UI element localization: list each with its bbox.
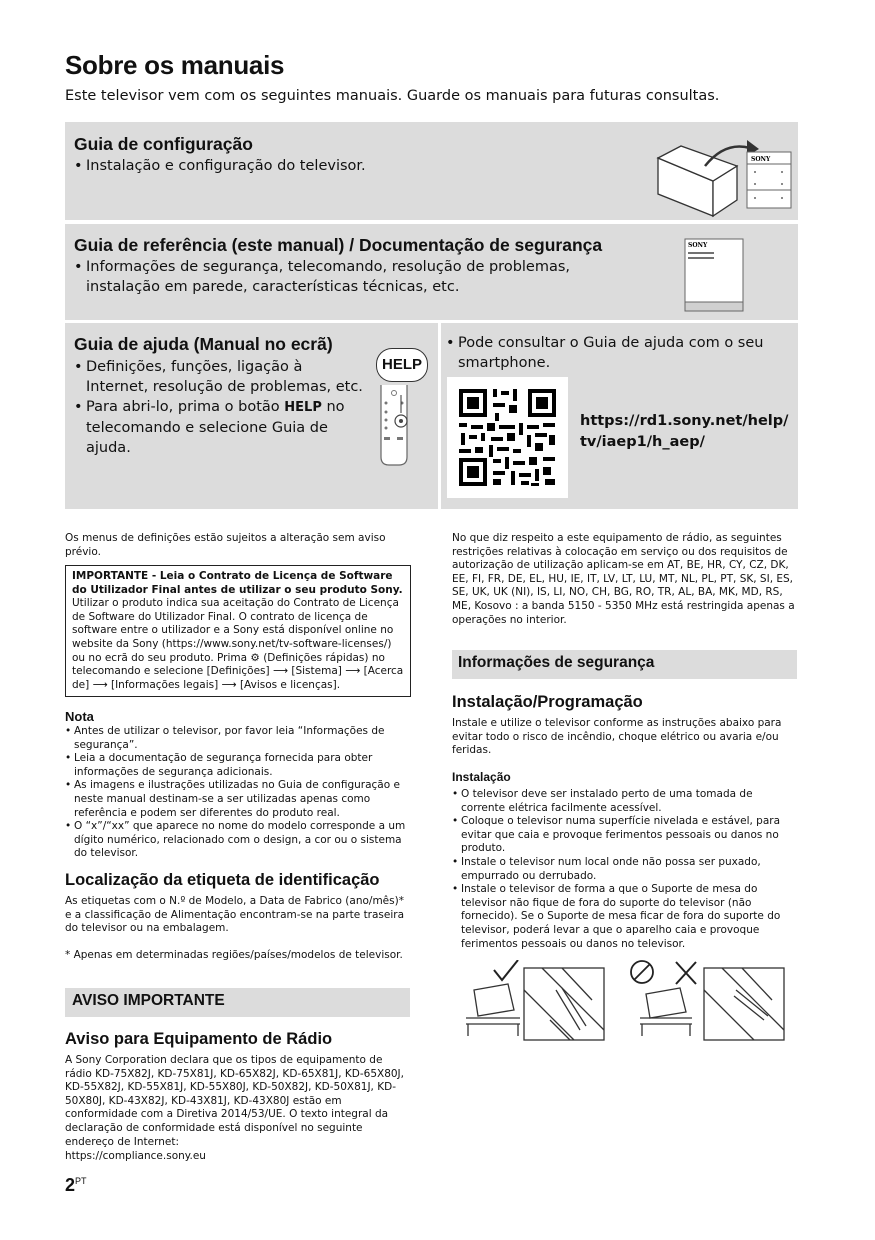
- nota-item: • O “x”/“xx” que aparece no nome do modelo corresponde a um dígito numérico, relacionado com o design, a cor ou o sistema do televisor.: [65, 820, 410, 861]
- safety-info-bar: Informações de segurança: [452, 650, 797, 679]
- compliance-url[interactable]: https://compliance.sony.eu: [65, 1150, 206, 1162]
- radio-restrictions-text: No que diz respeito a este equipamento de rádio, as seguintes restrições relativas à colocação em serviço ou dos requisitos de autorização de utilização aplicam-se em AT, BE, HR, CY, CZ, DK, EE, FI, FR, DE, EL, HU, IE, IT, LV, LT, LU, MT, NL, PL, PT, SK, SI, ES, SE, UK, UK (NI), IS, LI, NO, CH, BG, RO, TR, AL, BA, MK, MD, RS, ME, Kosovo : a banda 5150 - 5350 MHz está restringida apenas a operações no interior.: [452, 532, 795, 626]
- install-list: [452, 788, 799, 951]
- label-location-footnote: * Apenas em determinadas regiões/países/modelos de televisor.: [65, 949, 403, 961]
- install-subheading: Instalação: [452, 770, 511, 784]
- aviso-importante-bar: AVISO IMPORTANTE: [65, 988, 410, 1017]
- help-smartphone-box: [441, 323, 798, 509]
- quick-settings-icon: ⚙: [250, 651, 260, 664]
- nota-item: • As imagens e ilustrações utilizadas no Guia de configuração e neste manual destinam-se a ser utilizadas apenas como referência e podem ser diferentes do produto real.: [65, 779, 410, 820]
- help-guide-url[interactable]: https://rd1.sony.net/help/tv/iaep1/h_aep/: [580, 413, 789, 450]
- setup-guide-bullet: • Instalação e configuração do televisor.: [74, 156, 594, 176]
- arrow-icon: ⟶: [92, 678, 108, 691]
- page-number: $2^{PT}$: [65, 1175, 87, 1195]
- radio-equipment-title: Aviso para Equipamento de Rádio: [65, 1030, 333, 1048]
- install-item: • Coloque o televisor numa superfície nivelada e estável, para evitar que caia e provoque ferimentos pessoais ou danos no produto.: [452, 815, 799, 856]
- help-guide-title: Guia de ajuda (Manual no ecrã): [74, 334, 333, 354]
- label-location-title: Localização da etiqueta de identificação: [65, 871, 380, 889]
- install-item: • Instale o televisor num local onde não possa ser puxado, empurrado ou derrubado.: [452, 856, 799, 883]
- nota-list: [65, 725, 410, 861]
- page-intro: Este televisor vem com os seguintes manuais. Guarde os manuais para futuras consultas.: [65, 88, 720, 104]
- reference-manual-illustration: [684, 238, 746, 314]
- setup-guide-brand: SONY: [751, 156, 771, 163]
- nota-heading: Nota: [65, 709, 94, 724]
- reference-guide-box: [65, 224, 798, 320]
- important-license-box: IMPORTANTE - Leia o Contrato de Licença de Software do Utilizador Final antes de utilizar o seu produto Sony. Utilizar o produto indica sua aceitação do Contrato de Licença de Software do Utilizador Final. O contrato de licença de software entre o utilizador e a Sony está disponível online no website da Sony (https://www.sony.net/tv-software-licenses/) ou no ecrã do seu produto. Prima ⚙ (Definições rápidas) no telecomando e selecione [Definições] ⟶ [Sistema] ⟶ [Acerca de] ⟶ [Informações legais] ⟶ [Avisos e licenças].: [65, 565, 411, 697]
- setup-guide-illustration: [655, 136, 795, 218]
- nota-item: • Leia a documentação de segurança fornecida para obter informações de segurança adicionais.: [65, 752, 410, 779]
- install-item: • O televisor deve ser instalado perto de uma tomada de corrente elétrica facilmente acessível.: [452, 788, 799, 815]
- install-item: • Instale o televisor de forma a que o Suporte de mesa do televisor não fique de fora do suporte do televisor (não fornecido). Se o Suporte de mesa ficar de fora do suporte do televisor, poderá levar a que o aparelho caia e provoque ferimentos pessoais ou danos no televisor.: [452, 883, 799, 951]
- arrow-icon: ⟶: [345, 665, 361, 678]
- reference-guide-title: Guia de referência (este manual) / Documentação de segurança: [74, 235, 603, 255]
- setup-guide-box: [65, 122, 798, 220]
- install-intro: Instale e utilize o televisor conforme as instruções abaixo para evitar todo o risco de incêndio, choque elétrico ou avaria e/ou feridas.: [452, 717, 782, 757]
- important-license-heading: IMPORTANTE - Leia o Contrato de Licença de Software do Utilizador Final antes de utilizar o seu produto Sony.: [72, 570, 403, 596]
- remote-control-icon: [375, 385, 415, 467]
- arrow-icon: ⟶: [272, 665, 289, 678]
- help-smartphone-bullet: • Pode consultar o Guia de ajuda com o seu smartphone.: [446, 333, 786, 373]
- arrow-icon: ⟶: [221, 678, 237, 691]
- reference-guide-bullet: • Informações de segurança, telecomando, resolução de problemas, instalação em parede, características técnicas, etc.: [74, 257, 579, 297]
- label-location-text: As etiquetas com o N.º de Modelo, a Data de Fabrico (ano/mês)* e a classificação de Alimentação encontram-se na parte traseira do televisor ou na embalagem.: [65, 895, 405, 935]
- incorrect-install-illustration: [628, 960, 793, 1042]
- menu-note: Os menus de definições estão sujeitos a alteração sem aviso prévio.: [65, 532, 386, 558]
- help-guide-bullet-2: • Para abri-lo, prima o botão HELP no telecomando e selecione Guia de ajuda.: [74, 397, 366, 458]
- help-guide-bullet-1: • Definições, funções, ligação à Internet, resolução de problemas, etc.: [74, 357, 366, 397]
- install-title: Instalação/Programação: [452, 693, 643, 711]
- correct-install-illustration: [462, 960, 622, 1042]
- qr-code[interactable]: [447, 377, 568, 498]
- setup-guide-title: Guia de configuração: [74, 134, 253, 154]
- nota-item: • Antes de utilizar o televisor, por favor leia “Informações de segurança”.: [65, 725, 410, 752]
- help-guide-box: [65, 323, 438, 509]
- help-button-label: HELP: [284, 400, 322, 415]
- radio-equipment-text: A Sony Corporation declara que os tipos de equipamento de rádio KD-75X82J, KD-75X81J, KD-65X82J, KD-65X81J, KD-65X80J, KD-55X82J, KD-55X81J, KD-55X80J, KD-50X82J, KD-50X81J, KD-50X80J, KD-43X82J, KD-43X81J, KD-43X80J estão em conformidade com a Diretiva 2014/53/UE. O texto integral da declaração de conformidade está disponível no seguinte endereço de Internet:: [65, 1054, 404, 1148]
- page-title: Sobre os manuais: [65, 50, 285, 80]
- help-badge: HELP: [376, 348, 428, 382]
- reference-manual-brand: SONY: [688, 242, 708, 249]
